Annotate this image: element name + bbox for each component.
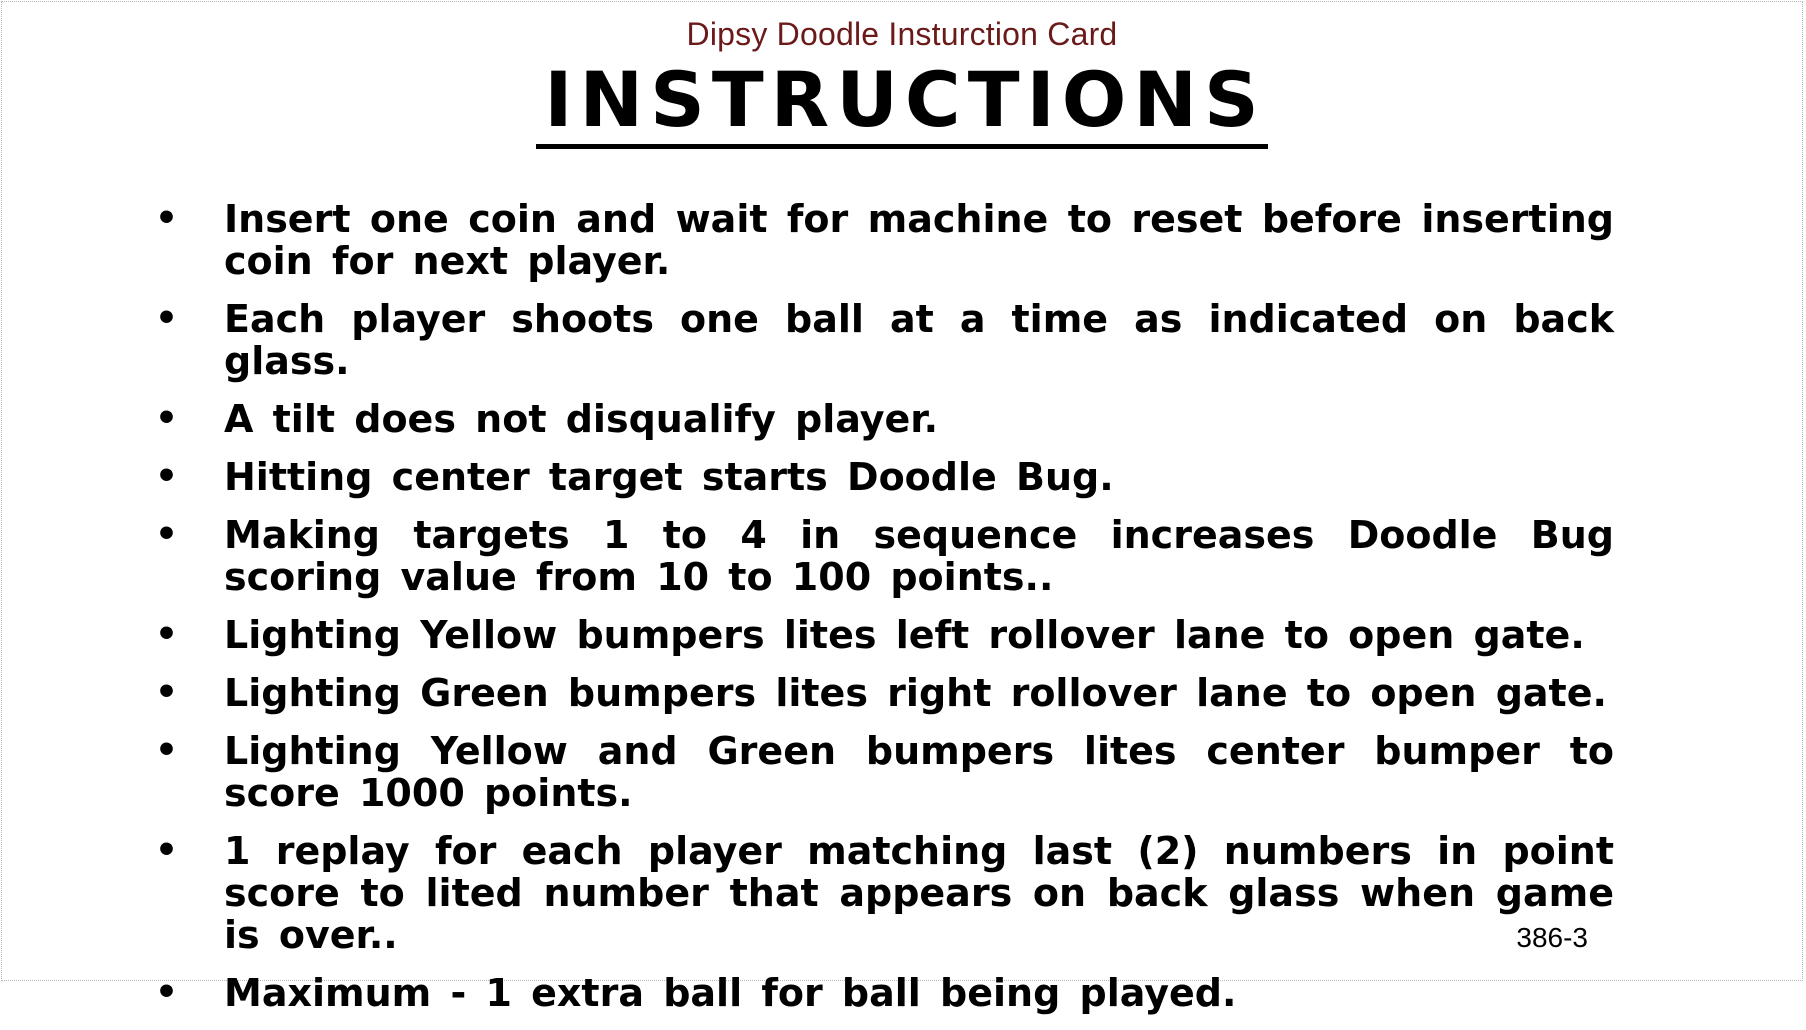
instruction-item bbox=[152, 672, 1614, 714]
instruction-item bbox=[152, 830, 1614, 956]
instruction-item bbox=[152, 398, 1614, 440]
bullet-icon: • bbox=[155, 298, 179, 339]
card-number: 386-3 bbox=[1516, 922, 1588, 953]
instruction-text: Insert one coin and wait for machine to reset before inserting coin for next player. bbox=[224, 197, 1614, 283]
instruction-item bbox=[152, 614, 1614, 656]
instruction-item bbox=[152, 456, 1614, 498]
instruction-item bbox=[152, 730, 1614, 814]
instruction-text: A tilt does not disqualify player. bbox=[224, 397, 939, 441]
instruction-text: Each player shoots one ball at a time as indicated on back glass. bbox=[224, 297, 1614, 383]
instruction-text: 1 replay for each player matching last (2) numbers in point score to lited number that appears on back glass when game is over.. bbox=[224, 829, 1614, 957]
instruction-text: Lighting Green bumpers lites right rollover lane to open gate. bbox=[224, 671, 1607, 715]
instruction-text: Lighting Yellow bumpers lites left rollover lane to open gate. bbox=[224, 613, 1585, 657]
instruction-item bbox=[152, 514, 1614, 598]
instruction-text: Making targets 1 to 4 in sequence increases Doodle Bug scoring value from 10 to 100 points.. bbox=[224, 513, 1614, 599]
bullet-icon: • bbox=[155, 198, 179, 239]
page-title: INSTRUCTIONS bbox=[536, 62, 1268, 149]
bullet-icon: • bbox=[155, 972, 179, 1013]
instruction-item bbox=[152, 298, 1614, 382]
instruction-text: Hitting center target starts Doodle Bug. bbox=[224, 455, 1114, 499]
instruction-text: Maximum - 1 extra ball for ball being played. bbox=[224, 971, 1237, 1015]
bullet-icon: • bbox=[155, 730, 179, 771]
instruction-card bbox=[1, 1, 1803, 1015]
bullet-icon: • bbox=[155, 614, 179, 655]
instruction-list bbox=[152, 198, 1614, 1030]
bullet-icon: • bbox=[155, 398, 179, 439]
instruction-text: Lighting Yellow and Green bumpers lites center bumper to score 1000 points. bbox=[224, 729, 1614, 815]
instruction-item bbox=[152, 198, 1614, 282]
bullet-icon: • bbox=[155, 456, 179, 497]
bullet-icon: • bbox=[155, 514, 179, 555]
instruction-item bbox=[152, 972, 1614, 1014]
bullet-icon: • bbox=[155, 672, 179, 713]
card-caption: Dipsy Doodle Insturction Card bbox=[686, 16, 1118, 52]
bullet-icon: • bbox=[155, 830, 179, 871]
title-wrap bbox=[2, 55, 1802, 149]
